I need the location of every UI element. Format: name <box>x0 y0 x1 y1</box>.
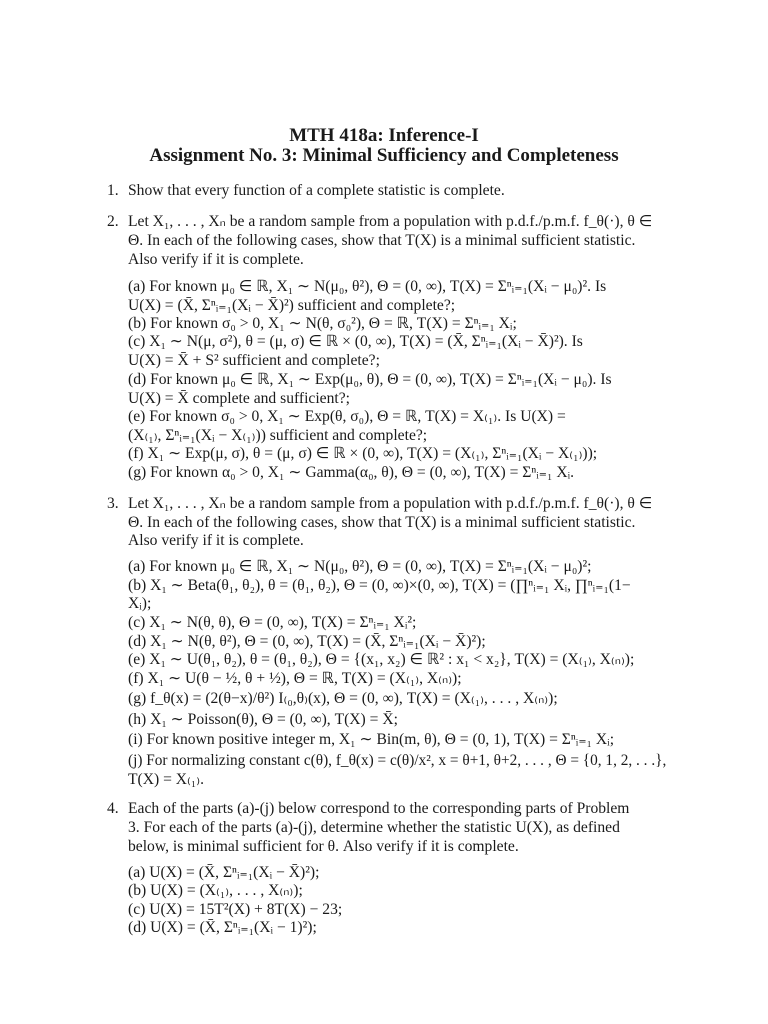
problem-text-line: Θ. In each of the following cases, show that T(X) is a minimal sufficient statistic. <box>128 232 636 249</box>
problem-text-line: Each of the parts (a)-(j) below correspond to the corresponding parts of Problem <box>128 800 630 817</box>
problem-text-line: Also verify if it is complete. <box>128 532 304 549</box>
problem-text-line: (c) X₁ ∼ N(μ, σ²), θ = (μ, σ) ∈ ℝ × (0, ∞), T(X) = (X̄, Σⁿᵢ₌₁(Xᵢ − X̄)²). Is <box>128 333 583 350</box>
problem-text-line: (a) U(X) = (X̄, Σⁿᵢ₌₁(Xᵢ − X̄)²); <box>128 864 320 881</box>
problem-text-line: (f) X₁ ∼ U(θ − ½, θ + ½), Θ = ℝ, T(X) = (X₍₁₎, X₍ₙ₎); <box>128 670 462 687</box>
problem-text-line: (X₍₁₎, Σⁿᵢ₌₁(Xᵢ − X₍₁₎)) sufficient and complete?; <box>128 427 428 444</box>
problem-text-line: (e) X₁ ∼ U(θ₁, θ₂), θ = (θ₁, θ₂), Θ = {(x₁, x₂) ∈ ℝ² : x₁ < x₂}, T(X) = (X₍₁₎, X₍ₙ₎); <box>128 651 635 668</box>
document-subtitle: Assignment No. 3: Minimal Sufficiency and Completeness <box>149 145 619 166</box>
problem-text-line: (g) For known α₀ > 0, X₁ ∼ Gamma(α₀, θ), Θ = (0, ∞), T(X) = Σⁿᵢ₌₁ Xᵢ. <box>128 464 575 481</box>
problem-text-line: (i) For known positive integer m, X₁ ∼ Bin(m, θ), Θ = (0, 1), T(X) = Σⁿᵢ₌₁ Xᵢ; <box>128 731 615 748</box>
problem-text-line: U(X) = X̄ complete and sufficient?; <box>128 390 350 407</box>
problem-text-line: (j) For normalizing constant c(θ), f_θ(x) = c(θ)/x², x = θ+1, θ+2, . . . , Θ = {0, 1, 2, . . .}, <box>128 752 667 769</box>
problem-text-line: T(X) = X₍₁₎. <box>128 771 205 788</box>
problem-text-line: Also verify if it is complete. <box>128 251 304 268</box>
problem-text-line: Θ. In each of the following cases, show that T(X) is a minimal sufficient statistic. <box>128 514 636 531</box>
problem-text-line: (a) For known μ₀ ∈ ℝ, X₁ ∼ N(μ₀, θ²), Θ = (0, ∞), T(X) = Σⁿᵢ₌₁(Xᵢ − μ₀)². Is <box>128 278 607 295</box>
problem-text-line: below, is minimal sufficient for θ. Also verify if it is complete. <box>128 838 519 855</box>
problem-text-line: (d) U(X) = (X̄, Σⁿᵢ₌₁(Xᵢ − 1)²); <box>128 919 317 936</box>
problem-number: 1. <box>107 182 119 199</box>
problem-text-line: U(X) = X̄ + S² sufficient and complete?; <box>128 352 380 369</box>
problem-text-line: (b) X₁ ∼ Beta(θ₁, θ₂), θ = (θ₁, θ₂), Θ = (0, ∞)×(0, ∞), T(X) = (∏ⁿᵢ₌₁ Xᵢ, ∏ⁿᵢ₌₁(1− <box>128 577 631 594</box>
problem-text-line: Show that every function of a complete statistic is complete. <box>128 182 505 199</box>
problem-text-line: (c) X₁ ∼ N(θ, θ), Θ = (0, ∞), T(X) = Σⁿᵢ₌₁ Xᵢ²; <box>128 614 417 631</box>
problem-number: 3. <box>107 495 119 512</box>
problem-text-line: (f) X₁ ∼ Exp(μ, σ), θ = (μ, σ) ∈ ℝ × (0, ∞), T(X) = (X₍₁₎, Σⁿᵢ₌₁(Xᵢ − X₍₁₎)); <box>128 445 598 462</box>
problem-text-line: (d) For known μ₀ ∈ ℝ, X₁ ∼ Exp(μ₀, θ), Θ = (0, ∞), T(X) = Σⁿᵢ₌₁(Xᵢ − μ₀). Is <box>128 371 612 388</box>
problem-text-line: (b) For known σ₀ > 0, X₁ ∼ N(θ, σ₀²), Θ = ℝ, T(X) = Σⁿᵢ₌₁ Xᵢ; <box>128 315 517 332</box>
problem-text-line: (h) X₁ ∼ Poisson(θ), Θ = (0, ∞), T(X) = X̄; <box>128 711 398 728</box>
problem-text-line: Let X₁, . . . , Xₙ be a random sample from a population with p.d.f./p.m.f. f_θ(·), θ ∈ <box>128 495 653 512</box>
problem-text-line: Let X₁, . . . , Xₙ be a random sample from a population with p.d.f./p.m.f. f_θ(·), θ ∈ <box>128 213 653 230</box>
problem-text-line: (g) f_θ(x) = (2(θ−x)/θ²) I₍₀,θ₎(x), Θ = (0, ∞), T(X) = (X₍₁₎, . . . , X₍ₙ₎); <box>128 690 558 707</box>
problem-text-line: (b) U(X) = (X₍₁₎, . . . , X₍ₙ₎); <box>128 882 303 899</box>
problem-text-line: (a) For known μ₀ ∈ ℝ, X₁ ∼ N(μ₀, θ²), Θ = (0, ∞), T(X) = Σⁿᵢ₌₁(Xᵢ − μ₀)²; <box>128 558 592 575</box>
problem-number: 4. <box>107 800 119 817</box>
problem-text-line: U(X) = (X̄, Σⁿᵢ₌₁(Xᵢ − X̄)²) sufficient and complete?; <box>128 297 456 314</box>
problem-text-line: Xᵢ); <box>128 595 152 612</box>
problem-text-line: (e) For known σ₀ > 0, X₁ ∼ Exp(θ, σ₀), Θ = ℝ, T(X) = X₍₁₎. Is U(X) = <box>128 408 566 425</box>
problem-number: 2. <box>107 213 119 230</box>
problem-text-line: (c) U(X) = 15T²(X) + 8T(X) − 23; <box>128 901 343 918</box>
problem-text-line: (d) X₁ ∼ N(θ, θ²), Θ = (0, ∞), T(X) = (X̄, Σⁿᵢ₌₁(Xᵢ − X̄)²); <box>128 633 486 650</box>
document-title: MTH 418a: Inference-I <box>289 125 479 146</box>
problem-text-line: 3. For each of the parts (a)-(j), determine whether the statistic U(X), as defined <box>128 819 620 836</box>
